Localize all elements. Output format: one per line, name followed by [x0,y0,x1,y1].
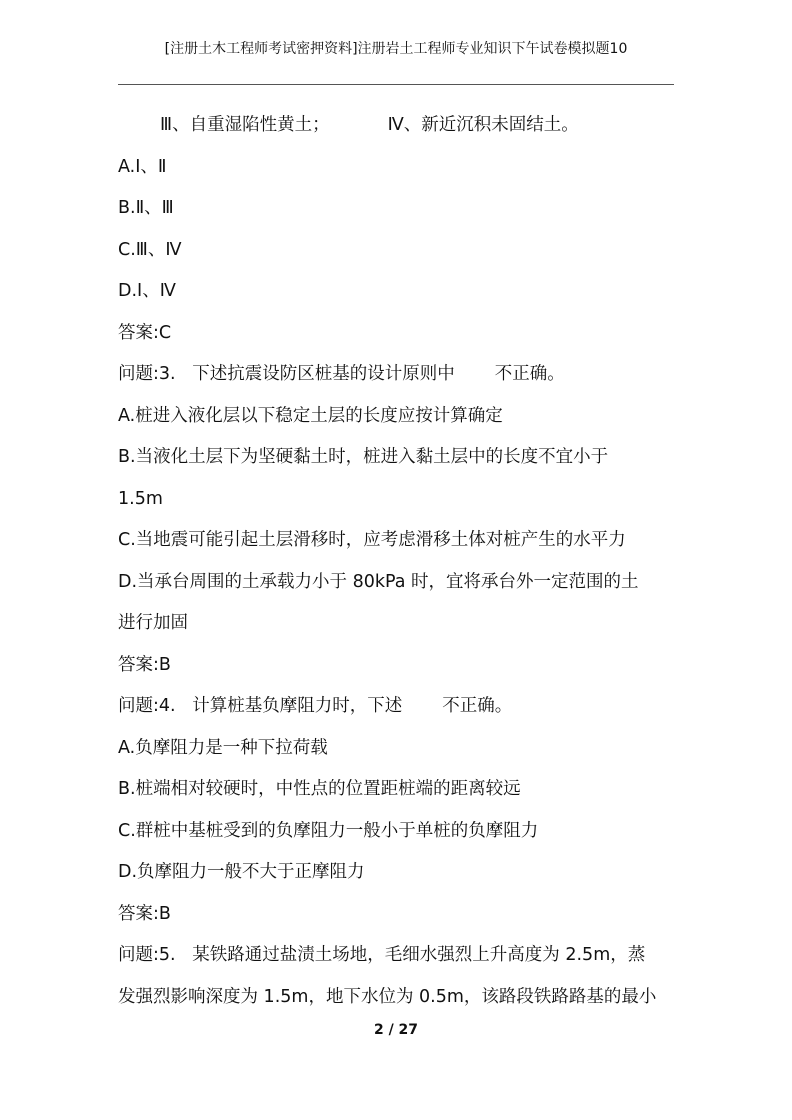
q5-stem-line1 [118,935,678,977]
q3-stem-after: 不正确。 [494,364,565,384]
q3-option-b-line2: 1.5m [118,488,163,509]
q2-item-3: Ⅲ、自重湿陷性黄土； [160,115,330,135]
q4-option-d: D.负摩阻力一般不大于正摩阻力 [118,862,365,882]
q2-item-4: Ⅳ、新近沉积未固结土。 [387,115,579,135]
q2-answer: 答案:C [118,322,172,343]
q3-option-c: C.当地震可能引起土层滑移时，应考虑滑移土体对桩产生的水平力 [118,530,626,550]
q2-option-c: C.Ⅲ、Ⅳ [118,239,182,260]
q5-stem-text: 某铁路通过盐渍土场地，毛细水强烈上升高度为 2.5m，蒸 [192,945,646,965]
q5-stem-line2: 发强烈影响深度为 1.5m，地下水位为 0.5m，该路段铁路路基的最小 [118,986,657,1007]
q2-option-d: D.Ⅰ、Ⅳ [118,281,176,301]
q5-prefix: 问题:5. [118,945,176,965]
q3-option-a: A.桩进入液化层以下稳定土层的长度应按计算确定 [118,405,503,426]
q2-items-line [118,105,678,147]
header-divider [118,84,674,85]
page-header-title: [注册土木工程师考试密押资料]注册岩土工程师专业知识下午试卷模拟题10 [164,41,628,57]
q3-option-b-line1: B.当液化土层下为坚硬黏土时，桩进入黏土层中的长度不宜小于 [118,447,609,467]
document-body [118,105,678,1018]
q4-stem-after: 不正确。 [442,696,513,716]
q3-answer: 答案:B [118,654,171,675]
q2-option-a: A.Ⅰ、Ⅱ [118,156,167,177]
q4-stem-before: 计算桩基负摩阻力时，下述 [192,696,403,716]
q3-stem-before: 下述抗震设防区桩基的设计原则中 [192,364,455,384]
q3-prefix: 问题:3. [118,364,176,384]
q2-option-b: B.Ⅱ、Ⅲ [118,198,174,218]
q3-option-d-line1: D.当承台周围的土承载力小于 80kPa 时，宜将承台外一定范围的土 [118,571,639,592]
q4-answer: 答案:B [118,903,171,924]
page-number: 2 / 27 [373,1022,419,1038]
q3-option-d-line2: 进行加固 [118,613,188,633]
q4-option-c: C.群桩中基桩受到的负摩阻力一般小于单桩的负摩阻力 [118,820,539,841]
q3-stem [118,354,678,396]
q4-stem [118,686,678,728]
q4-prefix: 问题:4. [118,696,176,716]
q4-option-a: A.负摩阻力是一种下拉荷载 [118,737,328,758]
q4-option-b: B.桩端相对较硬时，中性点的位置距桩端的距离较远 [118,779,521,799]
